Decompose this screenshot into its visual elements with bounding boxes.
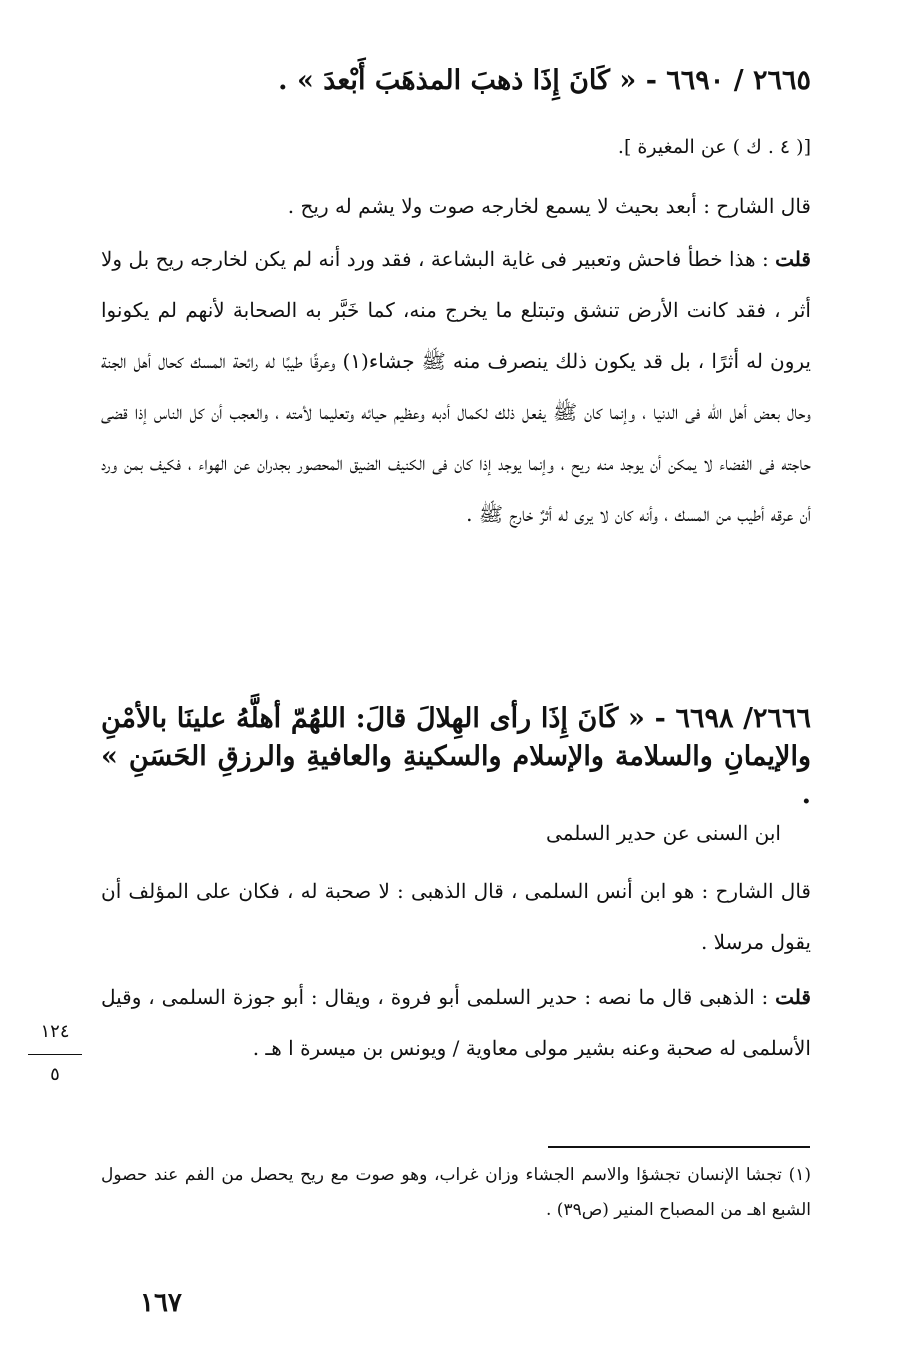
qultu-label: قلت	[775, 985, 811, 1009]
margin-ref-top: ١٢٤	[40, 1021, 70, 1042]
margin-ref-bottom: ٥	[50, 1064, 60, 1085]
hadith-2666-source: ابن السنى عن حدير السلمى	[546, 821, 781, 845]
hadith-2665: ٢٦٦٥ / ٦٦٩٠ - « كَانَ إِذَا ذهبَ المذهَبَ أَبْعدَ » .	[278, 65, 811, 96]
hadith-2666: ٢٦٦٦/ ٦٦٩٨ - « كَانَ إِذَا رأى الهِلالَ قالَ: اللهُمّ أهلَّهُ علينَا بالأمْنِ والإيمانِ والسلامة والإسلام والسكينةِ والعافيةِ والرزقِ الحَسَنِ » .	[101, 703, 811, 810]
qultu-paragraph-2	[101, 972, 811, 1074]
qultu-text: : الذهبى قال ما نصه : حدير السلمى أبو فروة ، ويقال : أبو جوزة السلمى ، وقيل الأسلمى له صحبة وعنه بشير مولى معاوية / ويونس بن ميسرة ا هـ .	[101, 985, 811, 1060]
page-number: ١٦٧	[140, 1288, 182, 1318]
margin-reference	[20, 1018, 90, 1089]
margin-ref-divider	[28, 1054, 82, 1055]
qultu-paragraph-1	[101, 234, 811, 540]
qultu-text: : هذا خطأ فاحش وتعبير فى غاية البشاعة ، فقد ورد أنه لم يكن لخارجه ريح بل ولا أثر ، فقد كانت الأرض تنشق وتبتلع ما يخرج منه، كما خَبَّر به الصحابة لأنهم لم يكونوا يرون له أثرًا ، بل قد يكون ذلك ينصرف منه ﷺ جشاء(١) وعرقًا طيبًا له رائحة المسك كحال أهل الجنة وحال بعض أهل الله فى الدنيا ، وإنما كان ﷺ يفعل ذلك لكمال أدبه وعظيم حيائه وتعليما لأمته ، والعجب أن كل الناس إذا قضى حاجته فى الفضاء لا يمكن أن يوجد منه ريح ، وإنما يوجد إذا كان فى الكنيف الضيق المحصور بجدران عن الهواء ، فكيف بمن ورد أن عرقه أطيب من المسك ، وأنه كان لا يرى له أثرٌ خارج ﷺ .	[101, 247, 811, 526]
sharih-comment-2: قال الشارح : هو ابن أنس السلمى ، قال الذهبى : لا صحبة له ، فكان على المؤلف أن يقول مرسلا .	[101, 879, 811, 954]
hadith-2665-source: [( ٤ . ك ) عن المغيرة ].	[617, 136, 811, 158]
footnote: (١) تجشا الإنسان تجشؤا والاسم الجشاء وزان غراب، وهو صوت مع ريح يحصل من الفم عند حصول الشبع اهـ من المصباح المنير (ص٣٩) .	[101, 1165, 811, 1220]
footnote-divider	[548, 1146, 810, 1148]
qultu-label: قلت	[775, 247, 811, 271]
sharih-comment-1: قال الشارح : أبعد بحيث لا يسمع لخارجه صوت ولا يشم له ريح .	[287, 194, 811, 218]
